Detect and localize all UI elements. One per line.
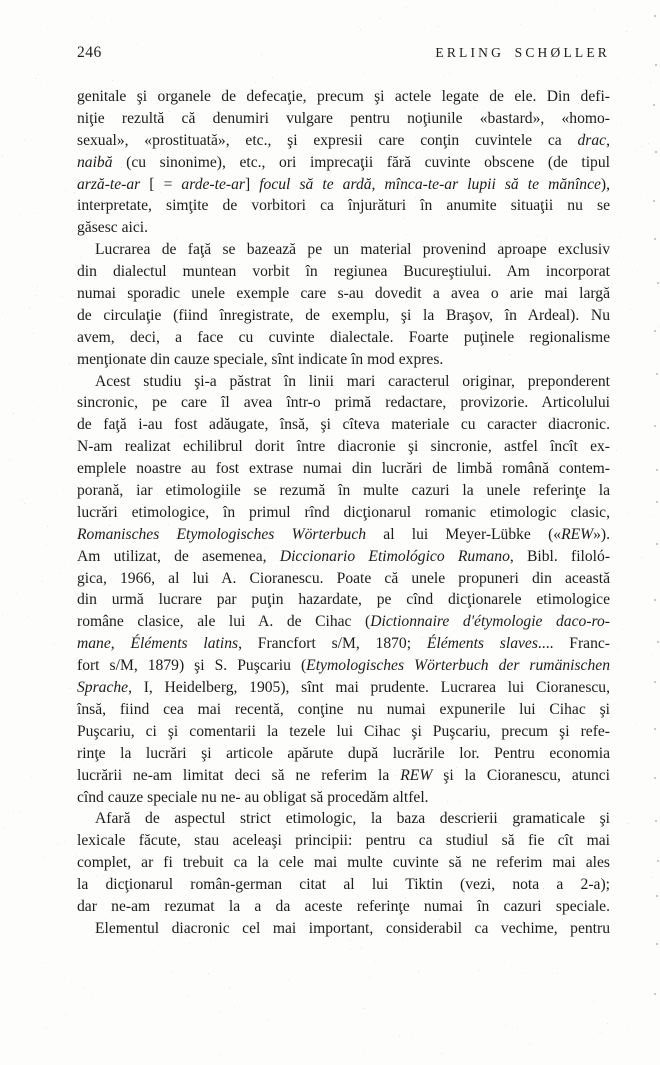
scan-speck	[46, 1027, 47, 1028]
scan-speck	[2, 614, 3, 615]
roman-text: (cu sinonime), etc., ori imprecaţii fără cuvinte obscene (de tipul	[112, 153, 610, 171]
scan-speck	[20, 214, 21, 215]
roman-text: lucrării ne-am limitat deci să ne referim la	[77, 766, 401, 784]
scan-speck	[56, 387, 57, 388]
scan-speck	[188, 996, 189, 997]
scan-speck	[84, 988, 85, 989]
scan-speck	[375, 961, 376, 962]
roman-text: din dialectul muntean vorbit în regiunea Bucureştiului. Am incorporat	[77, 263, 610, 281]
scan-speck	[326, 943, 327, 944]
scan-speck	[466, 942, 467, 943]
edge-scan-artifact	[656, 469, 658, 471]
edge-scan-artifact	[657, 641, 659, 643]
scan-speck	[45, 962, 46, 963]
text-line	[77, 371, 610, 393]
scan-speck	[189, 943, 190, 944]
scan-speck	[112, 80, 113, 81]
scan-speck	[24, 503, 25, 504]
scan-speck	[627, 1030, 628, 1031]
scan-speck	[638, 396, 639, 397]
text-line	[77, 918, 610, 940]
text-line	[77, 852, 610, 874]
roman-text: , I, Heidelberg, 1905), sînt mai prudente. Lucrarea lui Cioranescu,	[128, 679, 610, 697]
scan-speck	[363, 73, 364, 74]
italic-text: Dictionnaire d'étymologie daco-ro-	[370, 613, 610, 631]
scan-speck	[360, 29, 361, 30]
edge-scan-artifact	[653, 200, 655, 202]
page-number: 246	[77, 44, 102, 61]
scan-speck	[557, 973, 558, 974]
scan-speck	[36, 78, 37, 79]
roman-text: complet, ar fi trebuit ca la cele mai multe cuvinte să ne referim mai ales	[77, 854, 610, 872]
scan-speck	[620, 237, 621, 238]
scan-speck	[29, 870, 30, 871]
edge-scan-artifact	[654, 238, 656, 240]
scan-speck	[74, 192, 75, 193]
scan-speck	[70, 688, 71, 689]
scan-speck	[350, 940, 351, 941]
roman-text: rinţe la lucrări şi articole apărute după lucrările lor. Pentru economia	[77, 744, 610, 762]
scan-speck	[59, 287, 60, 288]
scan-speck	[75, 855, 76, 856]
text-line	[77, 655, 610, 677]
roman-text: .... Franc-	[537, 635, 610, 653]
text-line	[77, 261, 610, 283]
text-line	[77, 830, 610, 852]
scan-speck	[621, 123, 622, 124]
text-line	[77, 217, 610, 239]
text-line	[77, 633, 610, 655]
scan-speck	[37, 286, 38, 287]
scan-speck	[594, 9, 595, 10]
scan-speck	[17, 788, 18, 789]
text-line	[77, 239, 610, 261]
edge-scan-artifact	[654, 777, 656, 779]
scan-speck	[465, 81, 466, 82]
scan-speck	[220, 1011, 221, 1012]
roman-text: găsesc aici.	[77, 219, 149, 237]
roman-text: Puşcariu, ci şi comentarii la tezele lui Cihac şi Puşcariu, precum şi refe-	[77, 722, 610, 740]
scan-speck	[234, 1007, 235, 1008]
text-line	[77, 808, 610, 830]
roman-text: dar ne-am rezumat la a da aceste referinţe numai în cazuri speciale.	[77, 897, 610, 915]
scan-speck	[64, 841, 65, 842]
scan-speck	[63, 489, 64, 490]
text-line	[77, 86, 610, 108]
edge-scan-artifact	[654, 993, 656, 995]
roman-text: ,	[606, 131, 610, 149]
scan-speck	[641, 146, 642, 147]
italic-text: Etymologisches Wörterbuch der rumänischen	[306, 657, 610, 675]
scan-speck	[210, 940, 211, 941]
edge-scan-artifact	[654, 599, 656, 601]
text-line	[77, 568, 610, 590]
text-line	[77, 436, 610, 458]
scan-speck	[54, 644, 55, 645]
italic-text: REW	[400, 766, 433, 784]
scan-speck	[517, 1027, 518, 1028]
scan-speck	[441, 1053, 442, 1054]
scan-speck	[153, 951, 154, 952]
scan-speck	[69, 364, 70, 365]
scan-speck	[616, 450, 617, 451]
edge-scan-artifact	[656, 373, 658, 375]
scan-speck	[632, 72, 633, 73]
scan-speck	[641, 557, 642, 558]
scan-speck	[617, 649, 618, 650]
italic-text: arde-te-ar	[181, 175, 245, 193]
scan-speck	[478, 970, 479, 971]
roman-text: sexual», «prostituată», etc., şi expresii care conţin cuvintele ca	[77, 131, 578, 149]
italic-text: drac	[577, 131, 607, 149]
scan-speck	[70, 438, 71, 439]
roman-text: »).	[593, 525, 610, 543]
scan-speck	[208, 973, 209, 974]
roman-text: de faţă i-au fost adăugate, însă, şi cîteva materiale cu caracter diacronic.	[77, 416, 610, 434]
roman-text: avem, deci, a face cu cuvinte dialectale. Foarte puţinele regionalisme	[77, 328, 610, 346]
roman-text: cînd cauze speciale nu ne- au obligat să procedăm altfel.	[77, 788, 429, 806]
scan-speck	[288, 979, 289, 980]
scan-speck	[47, 526, 48, 527]
roman-text: gica, 1966, al lui A. Cioranescu. Poate că unele propuneri din această	[77, 569, 610, 587]
scan-speck	[648, 143, 649, 144]
text-line	[77, 677, 610, 699]
scan-speck	[647, 194, 648, 195]
roman-text: ]	[244, 175, 260, 193]
edge-scan-artifact	[656, 895, 658, 897]
edge-scan-artifact	[656, 501, 658, 503]
scan-speck	[406, 7, 407, 8]
scan-speck	[635, 724, 636, 725]
scan-speck	[3, 827, 4, 828]
italic-text: arză-te-ar	[77, 175, 141, 193]
roman-text: Elementul diacronic cel mai important, considerabil ca vechime, pentru	[95, 919, 610, 937]
text-line	[77, 195, 610, 217]
scan-speck	[65, 1014, 66, 1015]
scan-speck	[593, 1039, 594, 1040]
roman-text: , Francfort s/M, 1870;	[238, 635, 427, 653]
scan-speck	[504, 961, 505, 962]
scan-speck	[522, 973, 523, 974]
roman-text: lexicale făcute, stau aceleaşi principii: pentru ca studiul să fie cît mai	[77, 832, 610, 850]
italic-text: Éléments slaves	[426, 635, 538, 653]
scan-speck	[272, 77, 273, 78]
scan-speck	[282, 977, 283, 978]
scan-speck	[628, 513, 629, 514]
scan-speck	[399, 1035, 400, 1036]
scan-speck	[505, 1025, 506, 1026]
scan-speck	[422, 1031, 423, 1032]
roman-text: al lui Meyer-Lübke («	[366, 525, 562, 543]
text-line	[77, 874, 610, 896]
roman-text: genitale şi organele de defecaţie, precum şi actele legate de ele. Din defi-	[77, 88, 610, 105]
text-line	[77, 458, 610, 480]
scan-speck	[57, 843, 58, 844]
text-line	[77, 589, 610, 611]
scan-speck	[652, 655, 653, 656]
edge-scan-artifact	[656, 543, 658, 545]
scan-speck	[556, 2, 557, 3]
edge-scan-artifact	[656, 943, 658, 945]
scan-speck	[91, 16, 92, 17]
scan-speck	[172, 971, 173, 972]
scan-speck	[42, 220, 43, 221]
scan-speck	[658, 326, 659, 327]
roman-text: de circulaţie (fiind înregistrate, de exemplu, şi la Braşov, în Ardeal). Nu	[77, 306, 610, 324]
roman-text: Lucrarea de faţă se bazează pe un material provenind aproape exclusiv	[95, 241, 610, 259]
italic-text: Diccionario Etimológico Rumano	[279, 547, 510, 565]
scan-speck	[66, 419, 67, 420]
italic-text: naibă	[77, 153, 113, 171]
scan-speck	[607, 1023, 608, 1024]
roman-text: ),	[600, 175, 611, 193]
scan-speck	[64, 565, 65, 566]
edge-scan-artifact	[655, 151, 657, 153]
roman-text: numai sporadic unele exemple care s-au dovedit a avea o arie mai largă	[77, 285, 610, 303]
scan-speck	[651, 877, 652, 878]
roman-text: interpretate, simţite de vorbitori ca înjurături în anumite situaţii nu se	[77, 197, 610, 215]
italic-text: mane, Éléments latins	[77, 635, 239, 653]
roman-text: , Bibl. filoló-	[509, 547, 611, 565]
edge-scan-artifact	[654, 681, 656, 683]
text-line	[77, 480, 610, 502]
scan-speck	[32, 333, 33, 334]
scan-speck	[37, 213, 38, 214]
scan-speck	[13, 811, 14, 812]
text-line	[77, 305, 610, 327]
scan-speck	[42, 581, 43, 582]
scan-speck	[20, 811, 21, 812]
text-line	[77, 502, 610, 524]
scan-speck	[16, 593, 17, 594]
italic-text: REW	[561, 525, 594, 543]
scan-speck	[33, 419, 34, 420]
scan-speck	[593, 1001, 594, 1002]
scan-speck	[35, 295, 36, 296]
scan-speck	[576, 76, 577, 77]
scan-speck	[229, 987, 230, 988]
scan-speck	[24, 140, 25, 141]
scan-speck	[350, 949, 351, 950]
scan-speck	[622, 629, 623, 630]
scan-speck	[438, 26, 439, 27]
scan-speck	[255, 82, 256, 83]
text-line	[77, 152, 610, 174]
text-line	[77, 349, 610, 371]
scan-speck	[418, 971, 419, 972]
scan-speck	[38, 74, 39, 75]
scan-speck	[47, 84, 48, 85]
roman-text: menţionate din cauze speciale, sînt indicate în mod expres.	[77, 350, 444, 368]
text-line	[77, 896, 610, 918]
body-text	[77, 86, 610, 940]
scan-speck	[618, 243, 619, 244]
scan-speck	[443, 75, 444, 76]
scan-speck	[31, 776, 32, 777]
text-line	[77, 130, 610, 152]
text-line	[77, 174, 610, 196]
scan-speck	[619, 181, 620, 182]
scan-speck	[33, 400, 34, 401]
scan-speck	[65, 190, 66, 191]
scan-speck	[412, 1037, 413, 1038]
running-header	[77, 44, 610, 62]
roman-text: N-am realizat echilibrul dorit între diacronie şi sincronie, astfel încît ex-	[77, 438, 610, 456]
roman-text: Afară de aspectul strict etimologic, la baza descrierii gramaticale şi	[95, 810, 610, 828]
scan-speck	[390, 1013, 391, 1014]
text-line	[77, 392, 610, 414]
scan-speck	[358, 26, 359, 27]
italic-text: Romanisches Etymologisches Wörterbuch	[77, 525, 367, 543]
edge-scan-artifact	[657, 860, 659, 862]
scan-speck	[626, 31, 627, 32]
scan-speck	[424, 27, 425, 28]
roman-text: lucrări etimologice, în primul rînd dicţionarul romanic etimologic clasic,	[77, 503, 610, 521]
scan-speck	[22, 500, 23, 501]
roman-text: Acest studiu şi-a păstrat în linii mari caracterul originar, preponderent	[95, 372, 610, 390]
scan-speck	[9, 459, 10, 460]
scan-speck	[363, 1008, 364, 1009]
text-line	[77, 611, 610, 633]
scan-speck	[653, 516, 654, 517]
scan-speck	[402, 940, 403, 941]
edge-scan-artifact	[654, 330, 656, 332]
scan-speck	[322, 27, 323, 28]
scan-speck	[379, 18, 380, 19]
roman-text: române clasice, ale lui A. de Cihac (	[77, 613, 371, 631]
scan-speck	[60, 573, 61, 574]
italic-text: focul să te ardă, mînca-te-ar lupii să te mănînce	[259, 175, 601, 193]
scan-speck	[13, 413, 14, 414]
roman-text: la dicţionarul român-german citat al lui Tiktin (vezi, nota a 2-a);	[77, 876, 610, 894]
roman-text: sincronic, pe care îl avea într-o primă redactare, provizorie. Articolului	[77, 394, 610, 412]
scan-speck	[22, 724, 23, 725]
roman-text: şi la Cioranescu, atunci	[432, 766, 610, 784]
scan-speck	[636, 150, 637, 151]
roman-text: emplele noastre au fost extrase numai din lucrări de limbă română contem-	[77, 460, 610, 478]
scan-speck	[364, 1055, 365, 1056]
text-line	[77, 546, 610, 568]
scan-speck	[601, 1032, 602, 1033]
scan-speck	[611, 283, 612, 284]
italic-text: Sprache	[77, 679, 129, 697]
roman-text: niţie rezultă că denumiri vulgare pentru noţiunile «bastard», «homo-	[77, 109, 610, 127]
text-line	[77, 721, 610, 743]
text-line	[77, 524, 610, 546]
scan-speck	[44, 857, 45, 858]
edge-scan-artifact	[654, 728, 656, 730]
text-line	[77, 327, 610, 349]
scan-speck	[606, 987, 607, 988]
roman-text: [ =	[140, 175, 182, 193]
text-line	[77, 765, 610, 787]
roman-text: fort s/M, 1879) şi S. Puşcariu (	[77, 657, 307, 675]
text-line	[77, 699, 610, 721]
scan-speck	[111, 19, 112, 20]
scan-speck	[628, 823, 629, 824]
scan-speck	[3, 48, 4, 49]
scan-speck	[29, 308, 30, 309]
scan-speck	[630, 309, 631, 310]
scan-speck	[46, 544, 47, 545]
running-head-author: ERLING SCHØLLER	[435, 45, 610, 60]
roman-text: porană, iar etimologiile se rezumă în multe cazuri la unele referinţe la	[77, 482, 610, 500]
scan-speck	[91, 993, 92, 994]
text-line	[77, 787, 610, 809]
scan-speck	[617, 78, 618, 79]
roman-text: Am utilizat, de asemenea,	[77, 547, 280, 565]
edge-scan-artifact	[655, 64, 657, 66]
scan-speck	[541, 1043, 542, 1044]
scan-speck	[37, 675, 38, 676]
scan-speck	[27, 616, 28, 617]
edge-scan-artifact	[654, 15, 656, 17]
text-line	[77, 108, 610, 130]
scan-speck	[49, 318, 50, 319]
text-line	[77, 414, 610, 436]
scan-speck	[369, 977, 370, 978]
edge-scan-artifact	[654, 425, 656, 427]
scan-speck	[449, 73, 450, 74]
text-line	[77, 283, 610, 305]
scan-speck	[520, 24, 521, 25]
edge-scan-artifact	[655, 820, 657, 822]
scan-speck	[47, 28, 48, 29]
edge-scan-artifact	[653, 104, 655, 106]
scan-speck	[637, 271, 638, 272]
scan-speck	[64, 976, 65, 977]
scan-speck	[618, 256, 619, 257]
text-line	[77, 743, 610, 765]
edge-scan-artifact	[657, 282, 659, 284]
scan-speck	[650, 82, 651, 83]
scan-speck	[451, 1017, 452, 1018]
scan-speck	[219, 1054, 220, 1055]
scan-speck	[2, 155, 3, 156]
scan-speck	[361, 947, 362, 948]
scan-speck	[529, 1044, 530, 1045]
roman-text: însă, fiind cea mai recentă, conţine nu numai expunerile lui Cihac şi	[77, 700, 610, 718]
scan-speck	[268, 1020, 269, 1021]
scan-speck	[2, 312, 3, 313]
scan-speck	[62, 296, 63, 297]
roman-text: din urmă lucrare par puţin hazardate, pe cînd dicţionarele etimologice	[77, 591, 610, 609]
